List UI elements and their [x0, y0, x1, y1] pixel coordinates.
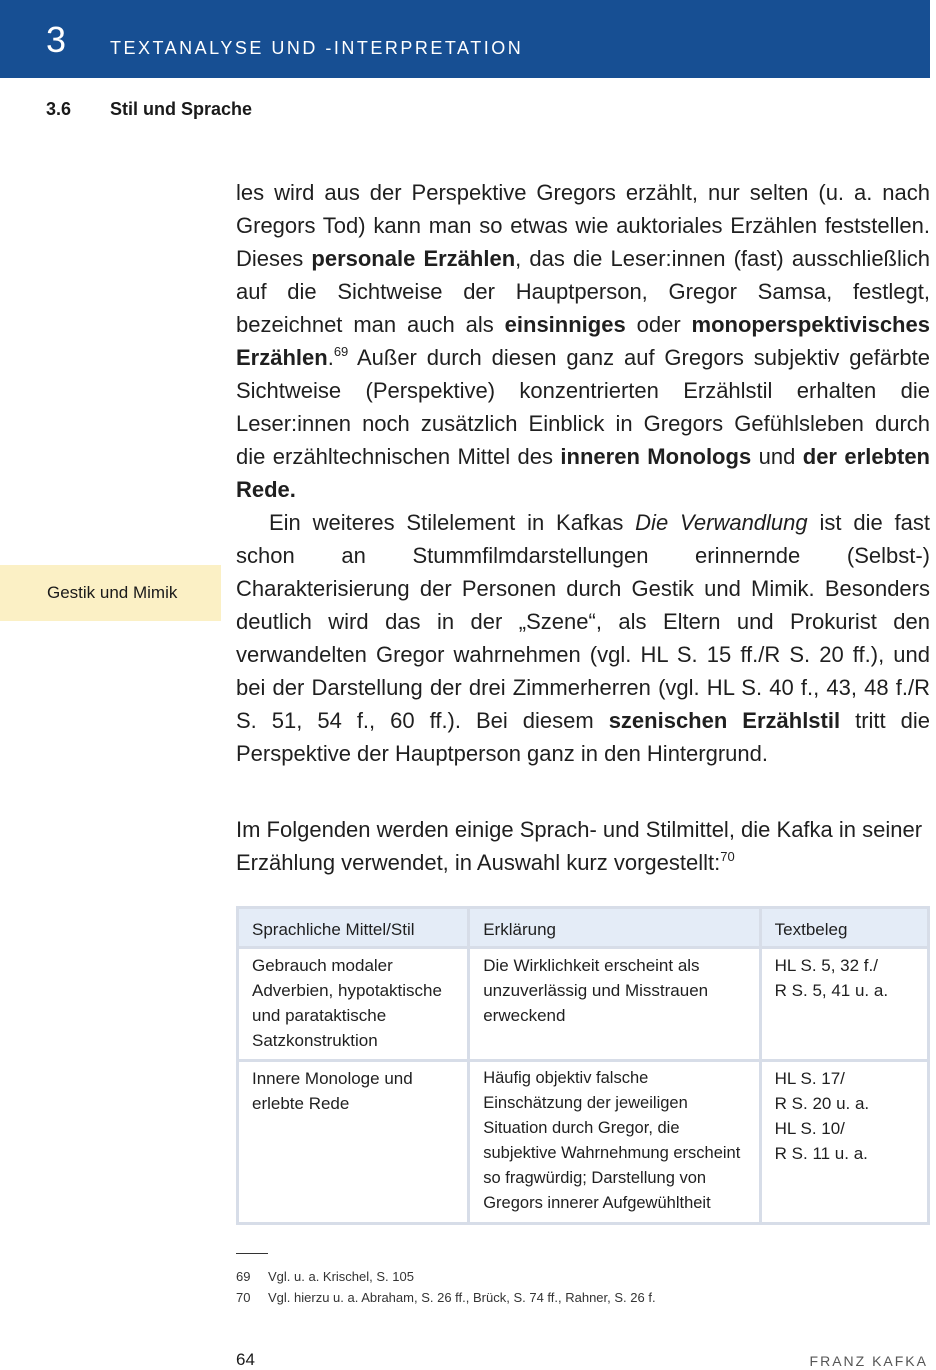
- table-cell: Gebrauch modaler Adverbien, hypotaktische und parataktische Satzkonstruktion: [238, 948, 469, 1061]
- footnote: 69 Vgl. u. a. Krischel, S. 105: [236, 1269, 414, 1284]
- table-cell: Häufig objektiv falsche Einschätzung der jeweiligen Situation durch Gregor, die subjektive Wahrnehmung erscheint so fragwürdig; Darstellung von Gregors innerer Aufgewühltheit: [469, 1061, 760, 1224]
- chapter-title: TEXTANALYSE UND -INTERPRETATION: [110, 38, 524, 58]
- paragraph-2: Ein weiteres Stilelement in Kafkas Die Verwandlung ist die fast schon an Stummfilmdarstellungen erinnernde (Selbst-) Charakterisierung der Personen durch Gestik und Mimik. Besonders deutlich wird das in der „Szene“, als Eltern und Prokurist den verwandelten Gregor wahrnehmen (vgl. HL S. 15 ff./R S. 20 ff.), und bei der Darstellung der drei Zimmerherren (vgl. HL S. 40 f., 43, 48 f./R S. 51, 54 f., 60 ff.). Bei diesem szenischen Erzählstil tritt die Perspektive der Hauptperson ganz in den Hintergrund.: [236, 510, 930, 766]
- footnote-ref-70: 70: [720, 849, 735, 864]
- column-header: Sprachliche Mittel/Stil: [238, 908, 469, 948]
- column-header: Textbeleg: [760, 908, 928, 948]
- table-header-row: [238, 908, 929, 948]
- section-number: 3.6: [46, 99, 72, 119]
- table-cell: Innere Monologe und erlebte Rede: [238, 1061, 469, 1224]
- stylistic-devices-table: [236, 906, 930, 1225]
- chapter-header-bar: [0, 0, 930, 78]
- section-title: Stil und Sprache: [110, 99, 253, 119]
- table-cell: HL S. 5, 32 f./ R S. 5, 41 u. a.: [760, 948, 928, 1061]
- running-footer-title: FRANZ KAFKA: [809, 1353, 928, 1369]
- margin-note: Gestik und Mimik: [0, 565, 221, 621]
- body-text: [236, 176, 930, 879]
- footnote: 70 Vgl. hierzu u. a. Abraham, S. 26 ff., Brück, S. 74 ff., Rahner, S. 26 f.: [236, 1290, 656, 1305]
- table-cell: HL S. 17/ R S. 20 u. a. HL S. 10/ R S. 11 u. a.: [760, 1061, 928, 1224]
- page-number: 64: [236, 1350, 255, 1369]
- column-header: Erklärung: [469, 908, 760, 948]
- paragraph-3: Im Folgenden werden einige Sprach- und Stilmittel, die Kafka in seiner Erzählung verwendet, in Auswahl kurz vorgestellt:$^{70}$: [236, 817, 923, 875]
- table-row: [238, 948, 929, 1061]
- footnotes: [236, 1266, 656, 1308]
- footnote-ref-69: 69: [333, 344, 349, 359]
- chapter-number: 3: [46, 19, 67, 60]
- table-row: [238, 1061, 929, 1224]
- footnote-divider: [236, 1253, 268, 1254]
- paragraph-1: les wird aus der Perspektive Gregors erzählt, nur selten (u. a. nach Gregors Tod) kann man so etwas wie auktoriales Erzählen feststellen. Dieses personale Erzählen, das die Leser:innen (fast) ausschließlich auf die Sichtweise der Hauptperson, Gregor Samsa, festlegt, bezeichnet man auch als einsinniges oder monoperspektivisches Erzählen.$^{69}$ Außer durch diesen ganz auf Gregors subjektiv gefärbte Sichtweise (Perspektive) konzentrierten Erzählstil erhalten die Leser:innen noch zusätzlich Einblick in Gregors Gefühlsleben durch die erzähltechnischen Mittel des inneren Monologs und der erlebten Rede.: [236, 180, 931, 502]
- table-cell: Die Wirklichkeit erscheint als unzuverlässig und Misstrauen erweckend: [469, 948, 760, 1061]
